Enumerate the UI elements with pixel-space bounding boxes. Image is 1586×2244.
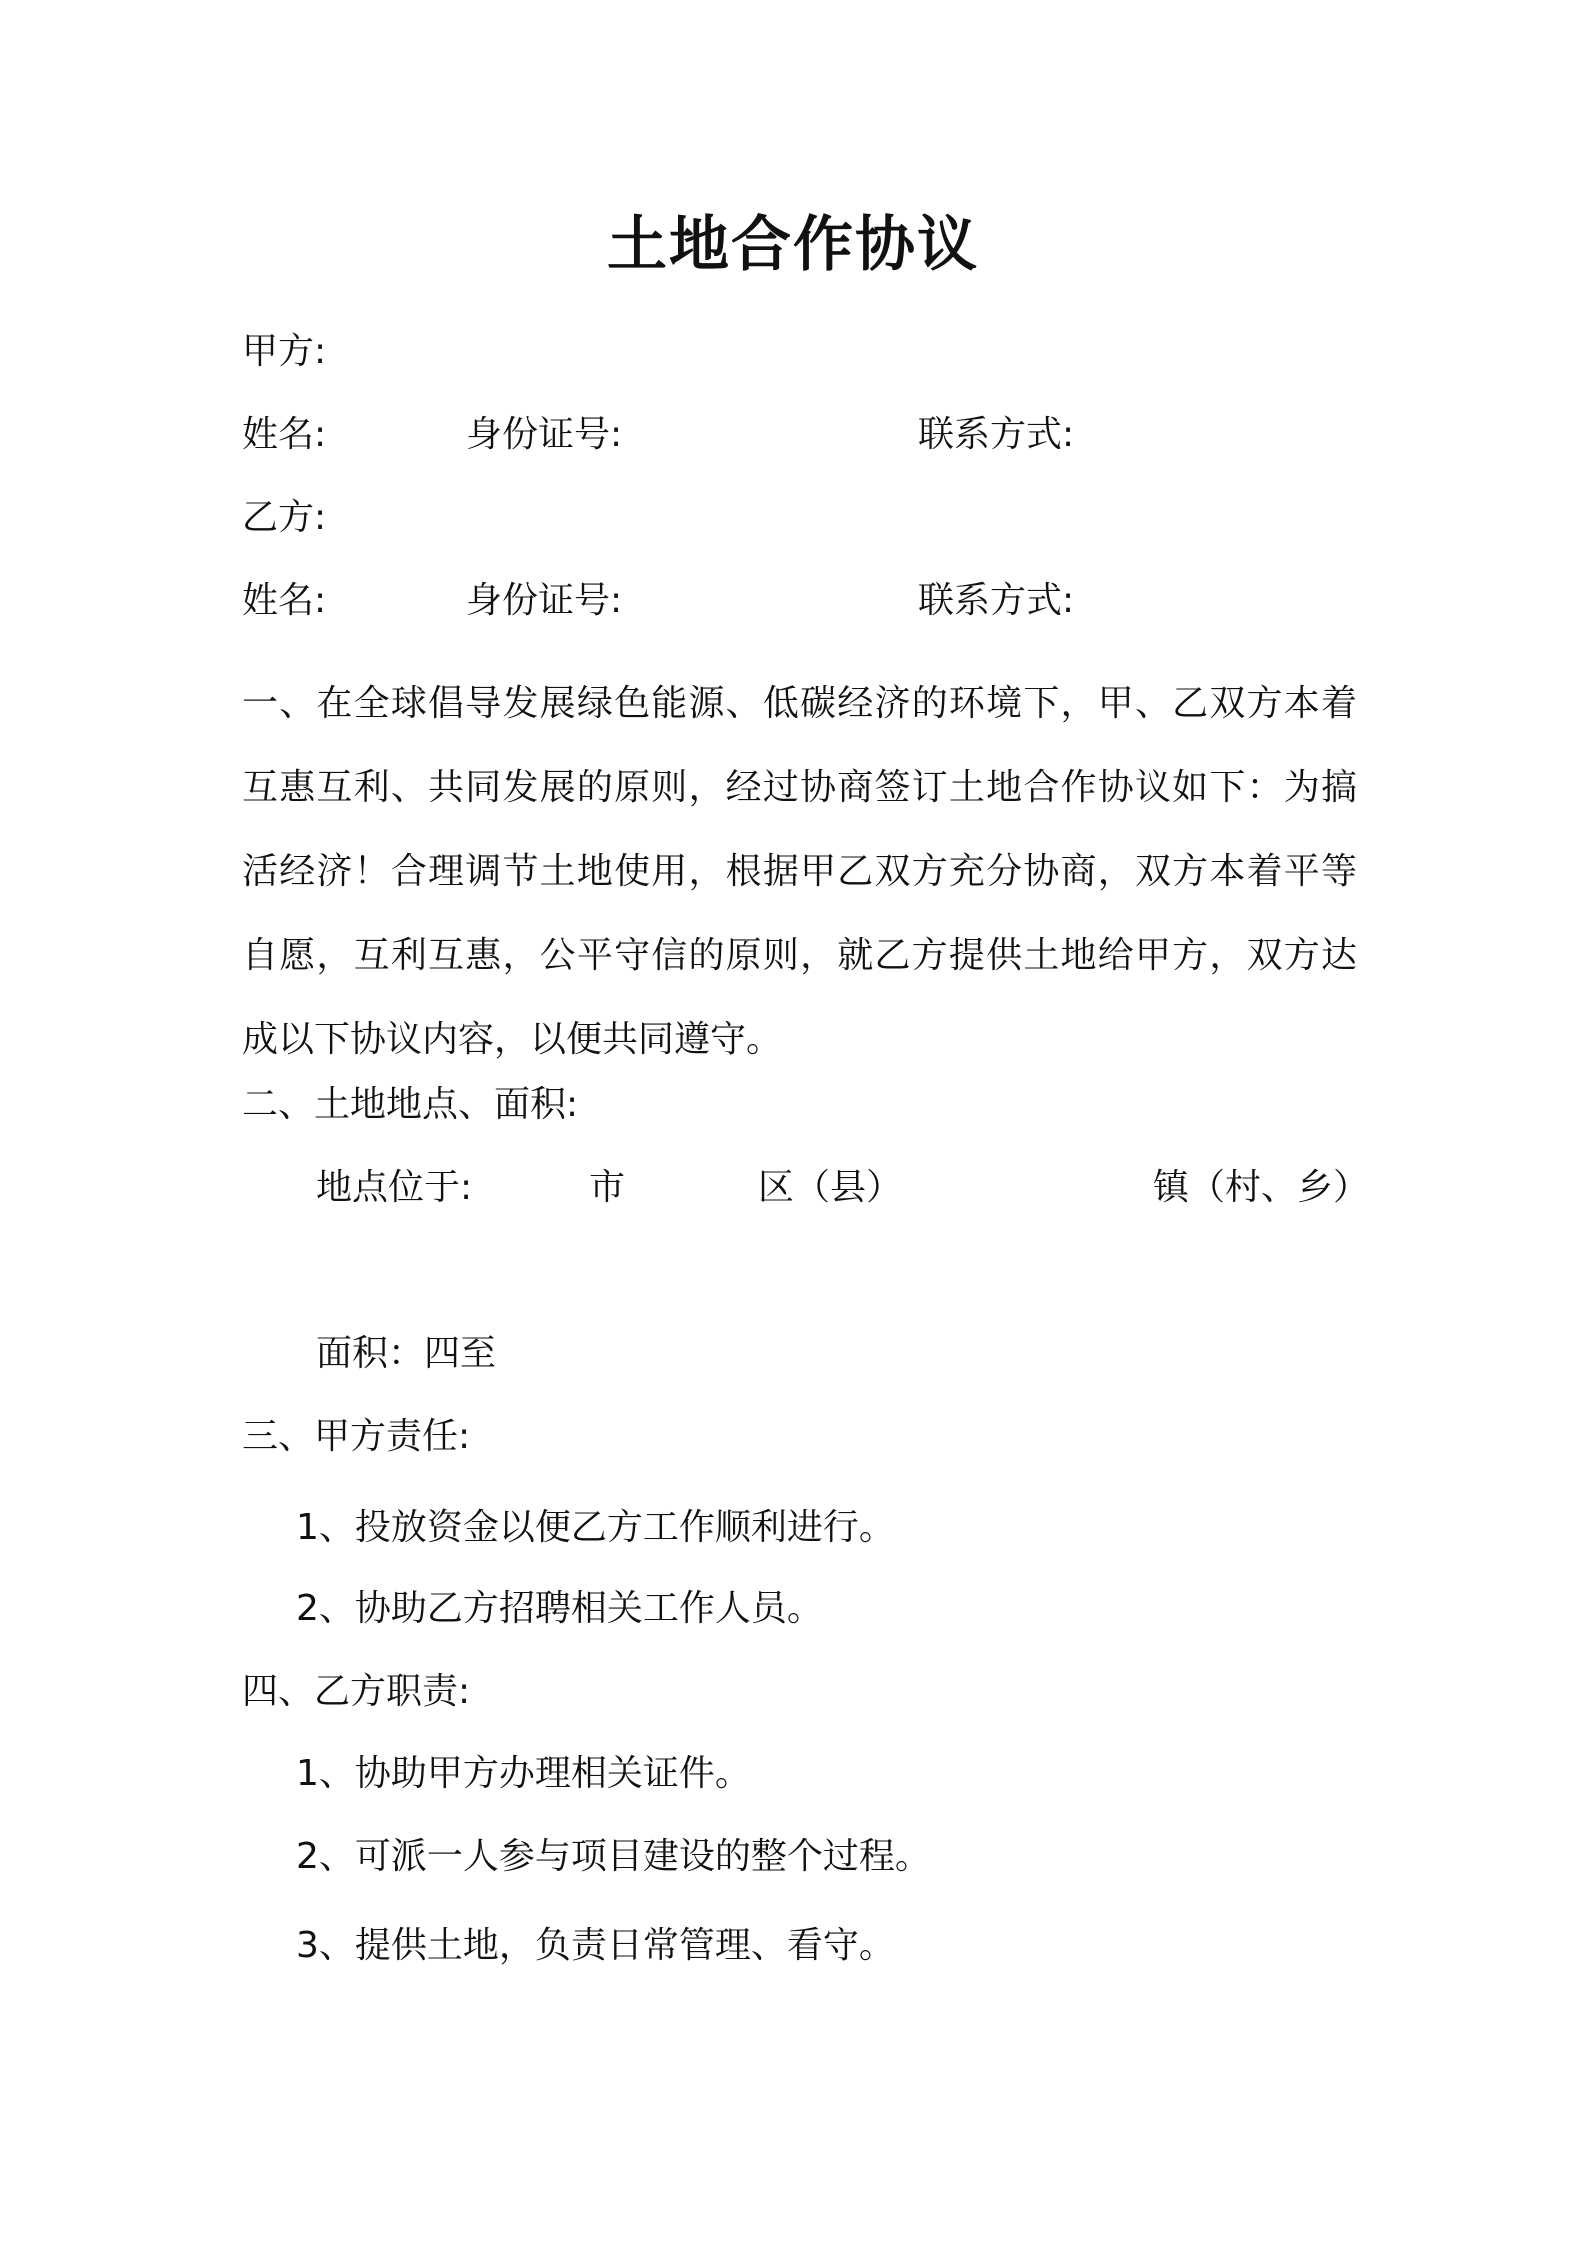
party-a-label: 甲方: (242, 331, 327, 372)
party-b-name-label: 姓名: (242, 580, 327, 621)
section-3-item-2: 2、协助乙方招聘相关工作人员。 (296, 1588, 823, 1629)
section-4-item-1: 1、协助甲方办理相关证件。 (296, 1753, 751, 1794)
section-3-item-1: 1、投放资金以便乙方工作顺利进行。 (296, 1507, 895, 1548)
party-b-label: 乙方: (242, 497, 327, 538)
location-city: 市 (589, 1167, 626, 1208)
section-4-heading: 四、乙方职责: (242, 1671, 471, 1712)
party-a-name-label: 姓名: (242, 414, 327, 455)
party-b-id-label: 身份证号: (466, 580, 623, 621)
location-town: 镇（村、乡） (1153, 1167, 1370, 1208)
location-label: 地点位于: (316, 1167, 473, 1208)
section-4-item-2: 2、可派一人参与项目建设的整个过程。 (296, 1836, 931, 1877)
section-1-paragraph: 一、在全球倡导发展绿色能源、低碳经济的环境下，甲、乙双方本着互惠互利、共同发展的原则，经过协商签订土地合作协议如下：为搞活经济！合理调节土地使用，根据甲乙双方充分协商，双方本着平等自愿，互利互惠，公平守信的原则，就乙方提供土地给甲方，双方达成以下协议内容，以便共同遵守。 (242, 683, 1357, 1060)
document-title: 土地合作协议 (607, 210, 979, 280)
area-label: 面积：四至 (316, 1333, 497, 1374)
section-4-item-3: 3、提供土地，负责日常管理、看守。 (296, 1925, 895, 1966)
location-district: 区（县） (758, 1167, 903, 1208)
party-a-contact-label: 联系方式: (918, 414, 1075, 455)
party-a-id-label: 身份证号: (466, 414, 623, 455)
party-b-contact-label: 联系方式: (918, 580, 1075, 621)
section-2-heading: 二、土地地点、面积: (242, 1084, 579, 1125)
section-3-heading: 三、甲方责任: (242, 1416, 471, 1457)
